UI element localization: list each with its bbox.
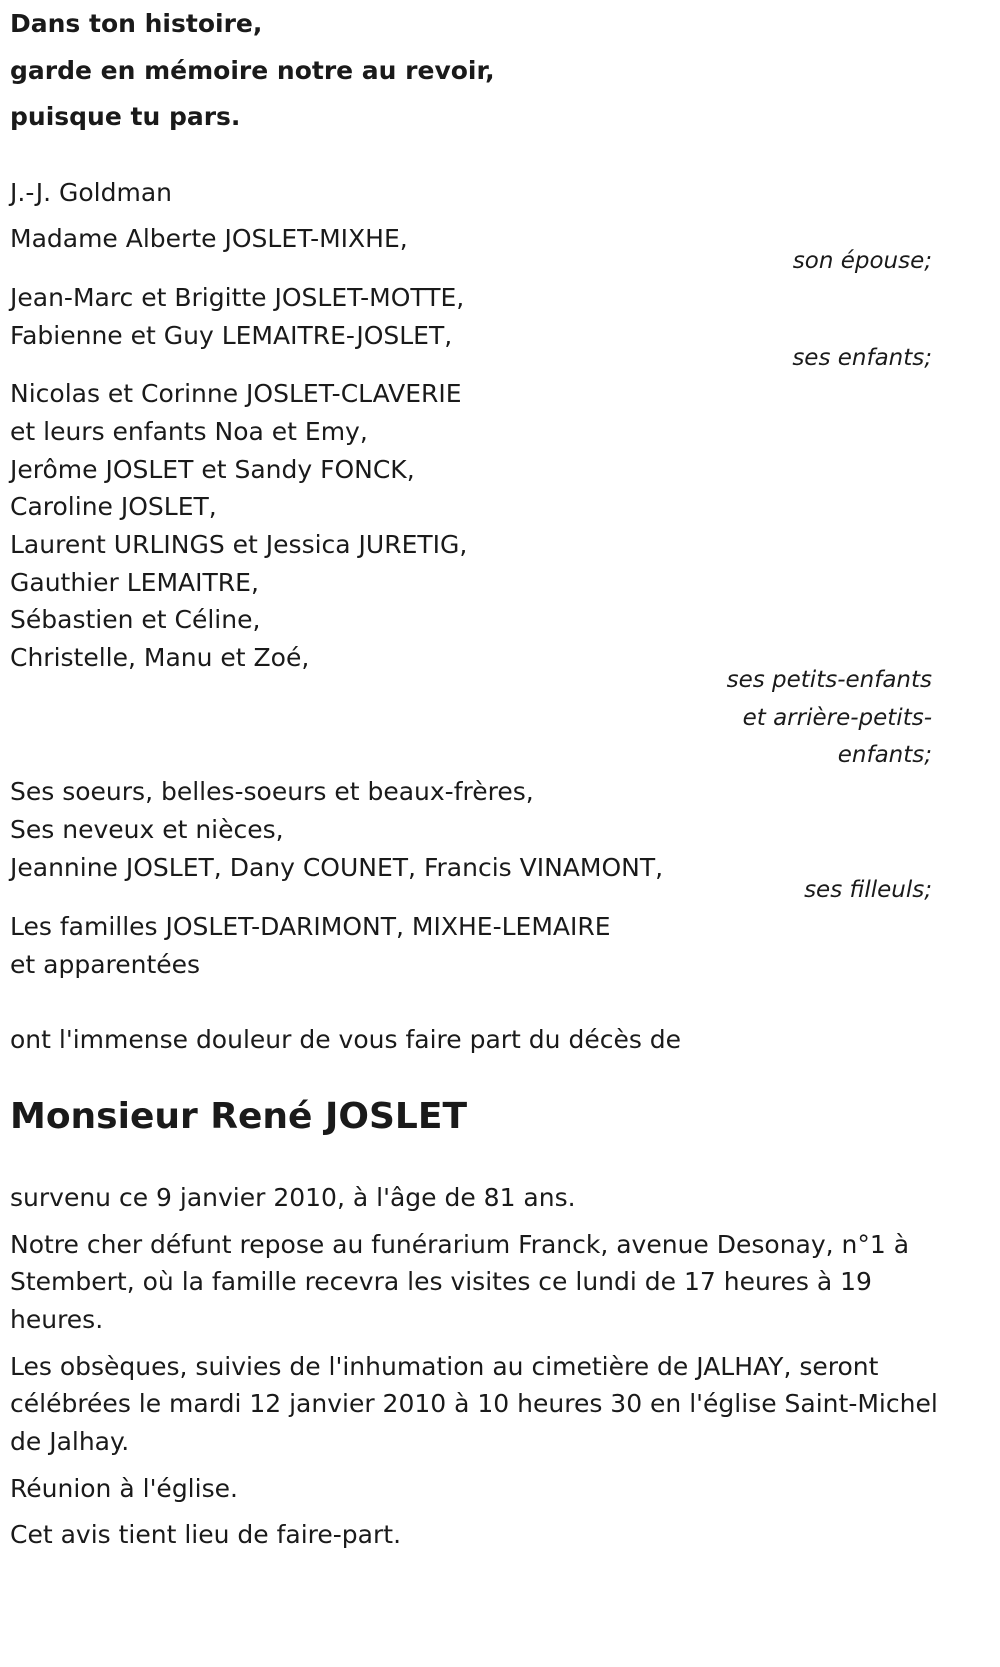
- deceased-name: Monsieur René JOSLET: [10, 1096, 468, 1137]
- grandchild-line-3: Jerôme JOSLET et Sandy FONCK,: [10, 455, 415, 484]
- quote-line-1: Dans ton histoire,: [10, 9, 263, 38]
- visitation-line-2: Stembert, où la famille recevra les visites ce lundi de 17 heures à 19: [10, 1267, 872, 1296]
- grandchild-line-7: Sébastien et Céline,: [10, 605, 261, 634]
- grandchild-line-2: et leurs enfants Noa et Emy,: [10, 417, 368, 446]
- visitation-line-3: heures.: [10, 1305, 104, 1334]
- grandchild-line-8: Christelle, Manu et Zoé,: [10, 643, 310, 672]
- child-line-2: Fabienne et Guy LEMAITRE-JOSLET,: [10, 321, 453, 350]
- grandchildren-role-line-2: et arrière-petits-: [742, 705, 932, 731]
- godchildren-role: ses filleuls;: [804, 877, 932, 903]
- siblings-line-2: Ses neveux et nièces,: [10, 815, 284, 844]
- child-line-1: Jean-Marc et Brigitte JOSLET-MOTTE,: [10, 283, 465, 312]
- grandchildren-role-line-1: ses petits-enfants: [726, 667, 932, 693]
- siblings-line-1: Ses soeurs, belles-soeurs et beaux-frères,: [10, 777, 534, 806]
- announcement-intro: ont l'immense douleur de vous faire part du décès de: [10, 1025, 682, 1054]
- grandchild-line-4: Caroline JOSLET,: [10, 492, 217, 521]
- families-line-1: Les familles JOSLET-DARIMONT, MIXHE-LEMAIRE: [10, 912, 611, 941]
- funeral-line-2: célébrées le mardi 12 janvier 2010 à 10 heures 30 en l'église Saint-Michel: [10, 1389, 938, 1418]
- meeting-info: Réunion à l'église.: [10, 1474, 238, 1503]
- quote-line-2: garde en mémoire notre au revoir,: [10, 56, 495, 85]
- grandchild-line-5: Laurent URLINGS et Jessica JURETIG,: [10, 530, 468, 559]
- visitation-line-1: Notre cher défunt repose au funérarium Franck, avenue Desonay, n°1 à: [10, 1230, 910, 1259]
- spouse-role: son épouse;: [792, 248, 932, 274]
- siblings-line-3: Jeannine JOSLET, Dany COUNET, Francis VINAMONT,: [10, 853, 664, 882]
- grandchildren-role-line-3: enfants;: [837, 742, 932, 768]
- death-date: survenu ce 9 janvier 2010, à l'âge de 81 ans.: [10, 1183, 576, 1212]
- funeral-line-3: de Jalhay.: [10, 1427, 130, 1456]
- quote-line-3: puisque tu pars.: [10, 102, 241, 131]
- quote-author: J.-J. Goldman: [10, 178, 172, 207]
- funeral-line-1: Les obsèques, suivies de l'inhumation au cimetière de JALHAY, seront: [10, 1352, 879, 1381]
- children-role: ses enfants;: [792, 345, 932, 371]
- notice-text: Cet avis tient lieu de faire-part.: [10, 1520, 402, 1549]
- grandchild-line-1: Nicolas et Corinne JOSLET-CLAVERIE: [10, 379, 462, 408]
- grandchild-line-6: Gauthier LEMAITRE,: [10, 568, 259, 597]
- spouse-name: Madame Alberte JOSLET-MIXHE,: [10, 224, 408, 253]
- families-line-2: et apparentées: [10, 950, 201, 979]
